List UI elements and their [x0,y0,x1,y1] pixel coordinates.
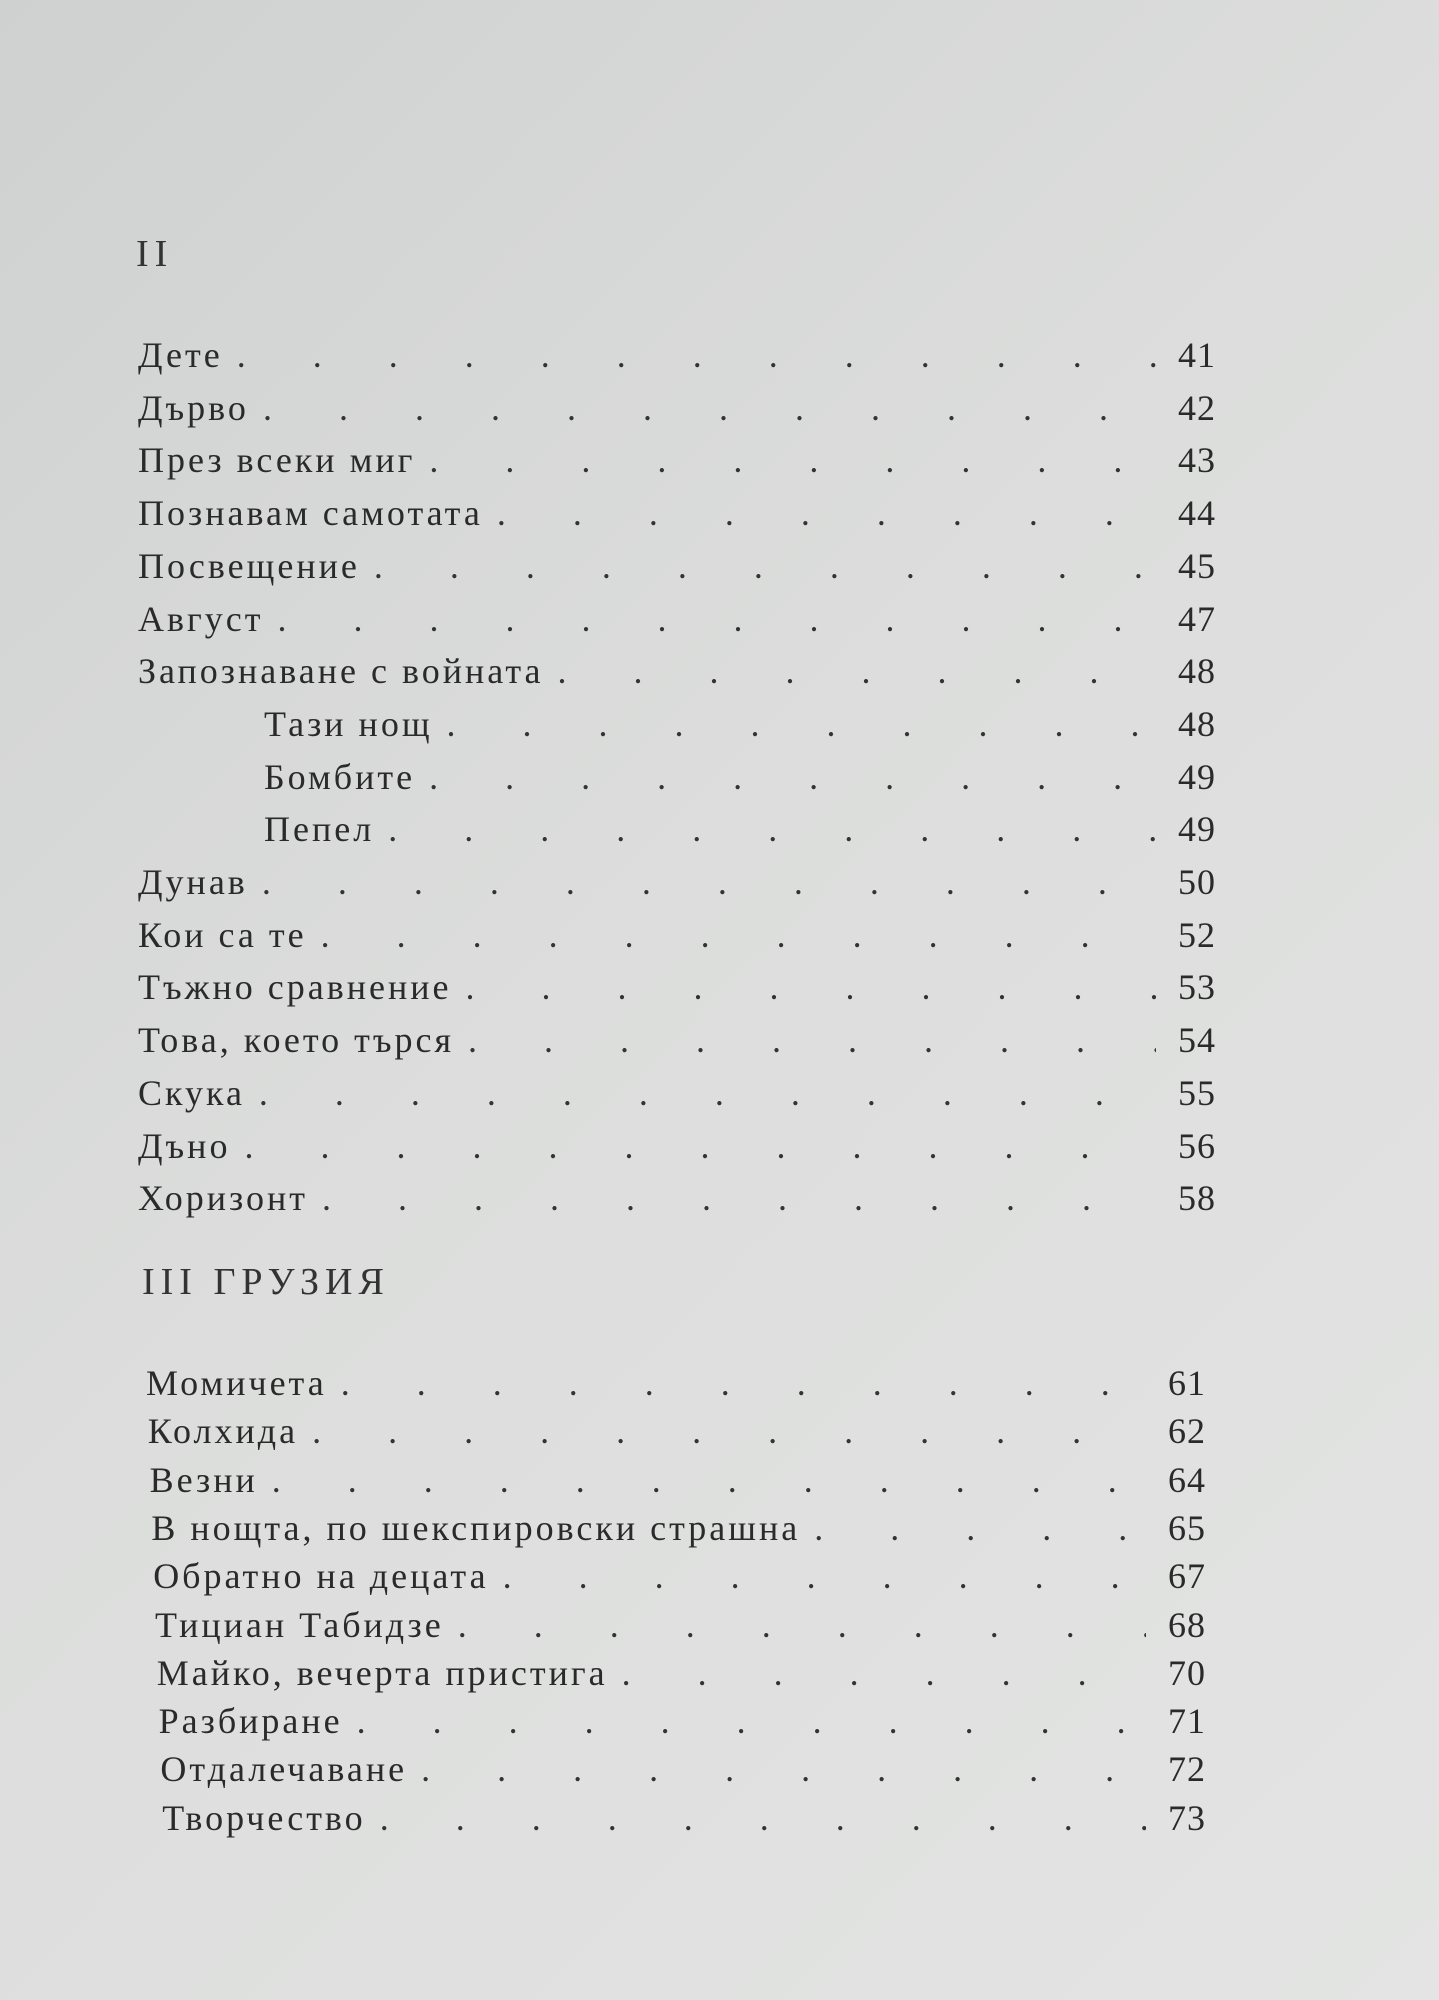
toc-entry [138,1019,1216,1063]
section-heading-iii: III ГРУЗИЯ [142,1261,390,1303]
dot-leader [483,492,1156,534]
dot-leader [543,650,1156,692]
toc-entry [150,1459,1206,1503]
toc-entry [138,387,1216,431]
toc-entry [138,1177,1216,1221]
toc-entry [138,492,1216,536]
toc-entry-title: Тициан Табидзе [155,1604,444,1645]
toc-entry [153,1555,1206,1599]
dot-leader [407,1748,1146,1790]
toc-entry-page-number: 68 [1168,1604,1206,1645]
dot-leader [489,1555,1146,1597]
dot-leader [433,703,1156,745]
toc-entry-title: През всеки миг [138,440,416,481]
toc-entry-title: Кои са те [138,914,307,955]
toc-entry-page-number: 49 [1178,809,1216,850]
toc-entry [138,966,1216,1010]
toc-entry-title: Познавам самотата [138,493,483,534]
dot-leader [444,1604,1146,1646]
toc-entry-title: Тъжно сравнение [138,967,452,1008]
toc-entry-page-number: 49 [1178,756,1216,797]
dot-leader [451,966,1156,1008]
toc-entry-page-number: 50 [1178,862,1216,902]
dot-leader [800,1507,1146,1549]
dot-leader [608,1652,1146,1694]
toc-entry [151,1507,1206,1551]
toc-entry-page-number: 73 [1167,1797,1206,1838]
toc-entry-page-number: 64 [1167,1459,1206,1500]
toc-entry [162,1797,1206,1841]
dot-leader [308,1177,1156,1219]
toc-entry-page-number: 53 [1178,967,1216,1008]
toc-entry [157,1652,1206,1696]
toc-entry [138,334,1216,378]
toc-entry-page-number: 71 [1167,1701,1206,1742]
dot-leader [230,1125,1156,1167]
toc-entry-title: Колхида [147,1411,299,1452]
toc-entry-title: Отдалечаване [160,1749,408,1790]
dot-leader [223,334,1156,376]
toc-entry [138,861,1216,905]
toc-entry-page-number: 43 [1178,440,1216,481]
toc-entry [148,1410,1206,1454]
dot-leader [366,1797,1146,1839]
toc-entry-title: Обратно на децата [153,1556,489,1597]
dot-leader [374,808,1156,850]
toc-entry-title: Пепел [264,809,375,850]
toc-entry-page-number: 58 [1178,1178,1216,1219]
toc-entry [138,545,1216,589]
toc-entry-page-number: 67 [1167,1556,1206,1597]
dot-leader [258,1459,1146,1501]
toc-entry [159,1700,1206,1744]
toc-entry [138,914,1216,958]
dot-leader [307,914,1156,956]
toc-entry-page-number: 65 [1167,1507,1206,1548]
toc-entry-title: Дете [138,335,223,375]
toc-entry-page-number: 45 [1178,545,1216,586]
toc-entry-page-number: 48 [1178,651,1216,692]
toc-entry-title: Дърво [138,387,249,428]
toc-entry-page-number: 41 [1178,335,1216,375]
toc-entry-title: Везни [149,1459,258,1500]
dot-leader [360,545,1156,587]
toc-entry [146,1362,1206,1406]
toc-entry-title: Това, което търся [138,1020,455,1061]
toc-entry-title: Запознаване с войната [138,651,544,692]
toc-entry-title: Дъно [138,1125,231,1166]
dot-leader [454,1019,1156,1061]
toc-entry-page-number: 52 [1178,914,1216,955]
dot-leader [248,861,1156,903]
toc-entry-title: Бомбите [264,756,416,797]
toc-entry-page-number: 72 [1167,1749,1206,1790]
toc-entry-page-number: 70 [1167,1652,1206,1693]
toc-entry [264,756,1216,800]
toc-entry [160,1748,1206,1792]
toc-entry-page-number: 61 [1168,1363,1206,1403]
toc-entry [264,808,1216,852]
dot-leader [415,439,1156,481]
toc-entry-page-number: 56 [1178,1125,1216,1166]
toc-entry-title: В нощта, по шекспировски страшна [151,1507,801,1548]
dot-leader [263,598,1156,640]
toc-entry-title: Тази нощ [264,703,433,744]
toc-entry [138,1125,1216,1169]
toc-entry-title: Август [138,598,264,639]
dot-leader [415,756,1156,798]
toc-entry [264,703,1216,747]
dot-leader [343,1700,1146,1742]
toc-entry-title: Скука [138,1072,245,1113]
toc-entry [138,598,1216,642]
toc-entry-page-number: 47 [1178,598,1216,639]
toc-entry [155,1604,1206,1648]
toc-entry-page-number: 48 [1178,703,1216,744]
dot-leader [245,1072,1156,1114]
toc-entry-title: Посвещение [138,545,360,586]
toc-entry-page-number: 42 [1178,387,1216,428]
toc-entry-page-number: 62 [1167,1411,1206,1452]
toc-entry [138,1072,1216,1116]
toc-entry [138,650,1216,694]
toc-entry-page-number: 55 [1178,1072,1216,1113]
toc-entry-title: Момичета [146,1363,327,1403]
toc-entry-page-number: 54 [1178,1020,1216,1061]
toc-entry-title: Разбиране [158,1701,343,1742]
toc-entry-title: Майко, вечерта пристига [156,1652,608,1693]
toc-entry-page-number: 44 [1178,493,1216,534]
toc-entry [138,439,1216,483]
dot-leader [249,387,1156,429]
toc-entry-title: Дунав [138,862,248,902]
section-heading-ii: II [136,233,174,275]
toc-entry-title: Хоризонт [138,1178,309,1219]
dot-leader [298,1410,1146,1452]
dot-leader [327,1362,1146,1404]
toc-entry-title: Творчество [162,1797,366,1838]
